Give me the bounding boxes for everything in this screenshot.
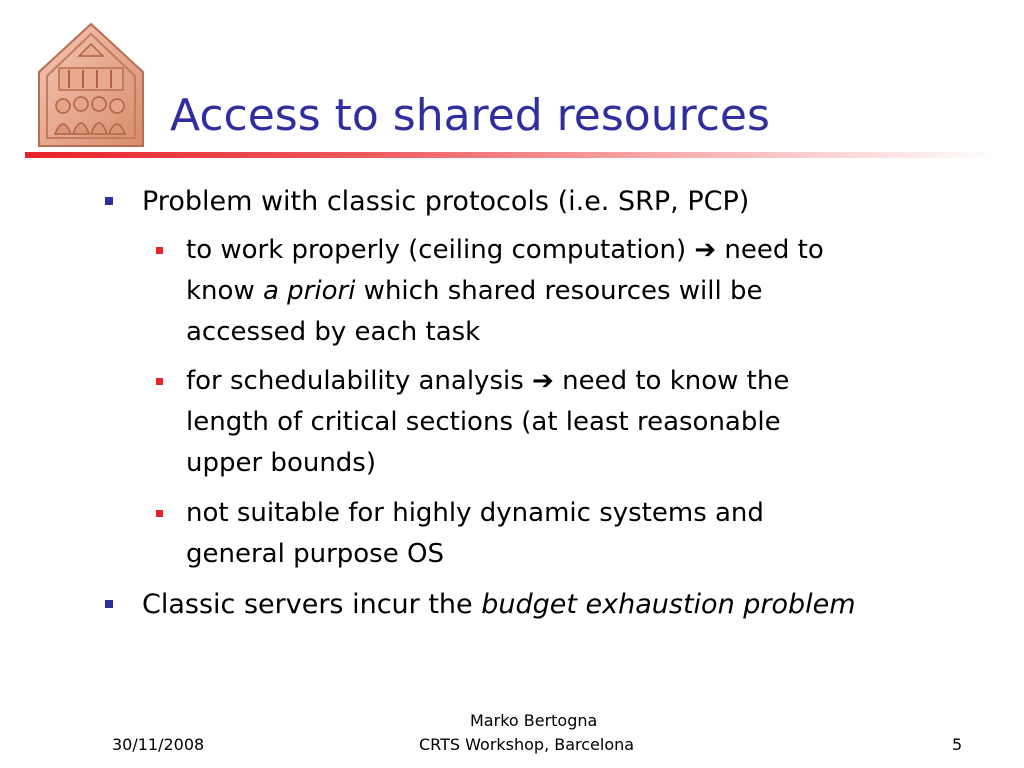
slide-number: 5: [952, 735, 963, 754]
sub-bullet-marker-icon: [156, 378, 163, 385]
italic-budget-exhaustion: budget exhaustion problem: [481, 589, 856, 620]
bullet-text: Classic servers incur the: [142, 589, 482, 620]
sub-bullet-ceiling-line2: [186, 271, 763, 312]
sub-bullet-schedulability-line1: [186, 361, 789, 402]
sub-bullet-text: to work properly (ceiling computation): [186, 235, 695, 265]
footer-date: 30/11/2008: [112, 735, 205, 754]
right-arrow-icon: ➔: [694, 235, 717, 265]
sub-bullet-marker-icon: [156, 247, 163, 254]
sub-bullet-text: need to know the: [553, 366, 790, 396]
sub-bullet-text: know: [186, 276, 263, 306]
sub-bullet-text: for schedulability analysis: [186, 366, 533, 396]
sub-bullet-text: which shared resources will be: [355, 276, 763, 306]
bullet-problem-protocols: Problem with classic protocols (i.e. SRP, PCP): [142, 186, 750, 217]
italic-a-priori: a priori: [262, 276, 356, 306]
slide-title: Access to shared resources: [170, 90, 770, 141]
footer-event: CRTS Workshop, Barcelona: [419, 735, 635, 754]
bullet-marker-icon: [105, 600, 113, 608]
stone-relief-logo-icon: [35, 22, 147, 150]
sub-bullet-ceiling-line3: accessed by each task: [186, 317, 481, 347]
sub-bullet-ceiling-line1: [186, 230, 824, 271]
sub-bullet-schedulability-line3: upper bounds): [186, 448, 376, 478]
sub-bullet-not-suitable-line2: general purpose OS: [186, 539, 444, 569]
right-arrow-icon: ➔: [532, 366, 554, 396]
sub-bullet-text: need to: [716, 235, 824, 265]
footer-author: Marko Bertogna: [470, 711, 598, 730]
bullet-marker-icon: [105, 197, 113, 205]
sub-bullet-marker-icon: [156, 510, 163, 517]
sub-bullet-not-suitable-line1: not suitable for highly dynamic systems and: [186, 498, 764, 528]
sub-bullet-schedulability-line2: length of critical sections (at least reasonable: [186, 407, 781, 437]
bullet-classic-servers: [142, 584, 856, 625]
title-underline: [25, 152, 1000, 158]
